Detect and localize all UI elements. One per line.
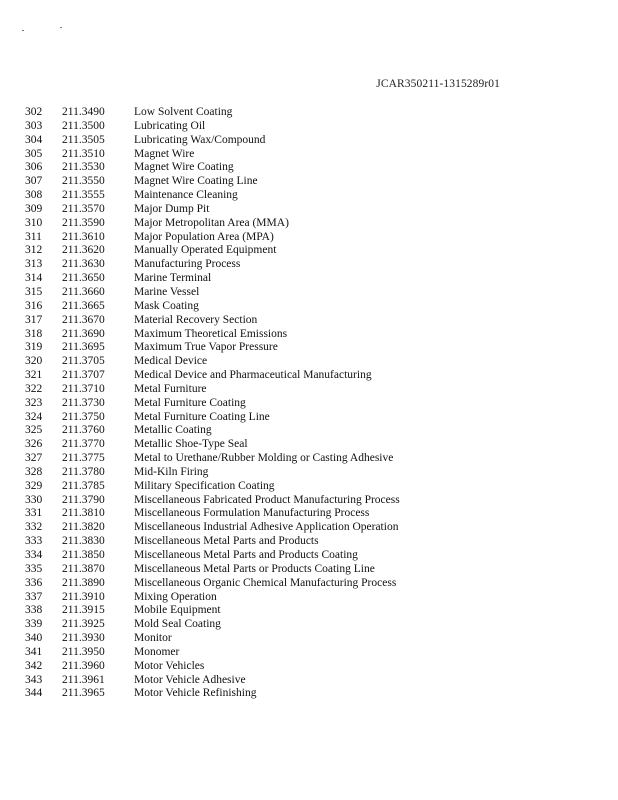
row-number: 321 (25, 369, 43, 382)
row-number: 304 (25, 133, 43, 146)
defined-term: Motor Vehicles (134, 659, 205, 672)
definition-row (0, 300, 618, 314)
definition-row (0, 674, 618, 688)
section-number: 211.3820 (62, 521, 105, 534)
section-number: 211.3505 (62, 133, 105, 146)
definition-row (0, 203, 618, 217)
section-number: 211.3510 (62, 147, 105, 160)
defined-term: Monitor (134, 632, 172, 645)
section-number: 211.3770 (62, 438, 105, 451)
section-number: 211.3555 (62, 189, 105, 202)
defined-term: Mixing Operation (134, 590, 217, 603)
definition-row (0, 231, 618, 245)
definition-row (0, 272, 618, 286)
section-number: 211.3960 (62, 659, 105, 672)
section-number: 211.3695 (62, 341, 105, 354)
row-number: 315 (25, 285, 43, 298)
row-number: 334 (25, 549, 43, 561)
defined-term: Magnet Wire Coating Line (134, 175, 258, 188)
section-number: 211.3780 (62, 465, 105, 478)
definition-row (0, 258, 618, 272)
definition-row (0, 120, 618, 134)
section-number: 211.3690 (62, 327, 105, 340)
row-number: 323 (25, 396, 43, 409)
section-number: 211.3810 (62, 507, 105, 520)
row-number: 341 (25, 645, 43, 658)
row-number: 326 (25, 438, 43, 451)
row-number: 337 (25, 590, 43, 603)
defined-term: Lubricating Oil (134, 119, 206, 132)
section-number: 211.3950 (62, 645, 105, 658)
definition-row (0, 549, 618, 563)
defined-term: Mask Coating (134, 299, 199, 312)
row-number: 344 (25, 687, 43, 700)
row-number: 340 (25, 632, 43, 645)
section-number: 211.3850 (62, 549, 105, 561)
definition-row (0, 535, 618, 549)
section-number: 211.3620 (62, 244, 105, 257)
section-number: 211.3925 (62, 618, 105, 631)
section-number: 211.3490 (62, 106, 105, 118)
section-number: 211.3660 (62, 285, 105, 298)
definition-row (0, 161, 618, 175)
defined-term: Major Metropolitan Area (MMA) (134, 216, 289, 229)
defined-term: Metallic Coating (134, 424, 212, 437)
defined-term: Mobile Equipment (134, 604, 221, 617)
definition-row (0, 466, 618, 480)
section-number: 211.3890 (62, 576, 105, 589)
row-number: 335 (25, 562, 43, 575)
section-number: 211.3707 (62, 369, 105, 382)
row-number: 327 (25, 452, 43, 465)
definition-row (0, 577, 618, 591)
section-number: 211.3760 (62, 424, 105, 437)
row-number: 310 (25, 216, 43, 229)
row-number: 319 (25, 341, 43, 354)
defined-term: Miscellaneous Industrial Adhesive Application Operation (134, 521, 399, 534)
section-number: 211.3500 (62, 119, 105, 132)
row-number: 322 (25, 382, 43, 395)
defined-term: Miscellaneous Fabricated Product Manufacturing Process (134, 493, 400, 506)
section-number: 211.3790 (62, 493, 105, 506)
section-number: 211.3610 (62, 230, 105, 243)
row-number: 328 (25, 465, 43, 478)
row-number: 331 (25, 507, 43, 520)
section-number: 211.3961 (62, 673, 105, 686)
row-number: 313 (25, 258, 43, 271)
defined-term: Miscellaneous Metal Parts and Products (134, 535, 319, 548)
defined-term: Miscellaneous Organic Chemical Manufacturing Process (134, 576, 397, 589)
definition-row (0, 507, 618, 521)
row-number: 320 (25, 355, 43, 368)
definition-row (0, 687, 618, 701)
row-number: 318 (25, 327, 43, 340)
row-number: 312 (25, 244, 43, 257)
defined-term: Metallic Shoe-Type Seal (134, 438, 248, 451)
definition-row (0, 244, 618, 258)
row-number: 302 (25, 106, 43, 118)
definition-row (0, 660, 618, 674)
definition-row (0, 397, 618, 411)
defined-term: Mid-Kiln Firing (134, 465, 209, 478)
definition-row (0, 618, 618, 632)
row-number: 307 (25, 175, 43, 188)
defined-term: Maximum Theoretical Emissions (134, 327, 288, 340)
section-number: 211.3930 (62, 632, 105, 645)
row-number: 336 (25, 576, 43, 589)
section-number: 211.3650 (62, 272, 105, 285)
definition-row (0, 328, 618, 342)
defined-term: Metal to Urethane/Rubber Molding or Casting Adhesive (134, 452, 394, 465)
row-number: 316 (25, 299, 43, 312)
definition-row (0, 424, 618, 438)
defined-term: Marine Terminal (134, 272, 212, 285)
defined-term: Low Solvent Coating (134, 106, 233, 118)
defined-term: Military Specification Coating (134, 479, 275, 492)
defined-term: Medical Device (134, 355, 208, 368)
definition-row (0, 369, 618, 383)
section-number: 211.3910 (62, 590, 105, 603)
scan-specks (22, 24, 72, 34)
section-number: 211.3570 (62, 202, 105, 215)
definition-row (0, 521, 618, 535)
defined-term: Major Dump Pit (134, 202, 210, 215)
defined-term: Monomer (134, 645, 180, 658)
definition-row (0, 480, 618, 494)
defined-term: Metal Furniture Coating Line (134, 410, 270, 423)
defined-term: Magnet Wire (134, 147, 195, 160)
section-number: 211.3775 (62, 452, 105, 465)
defined-term: Marine Vessel (134, 285, 200, 298)
section-number: 211.3550 (62, 175, 105, 188)
row-number: 333 (25, 535, 43, 548)
definition-row (0, 148, 618, 162)
defined-term: Miscellaneous Metal Parts and Products Coating (134, 549, 358, 561)
defined-term: Mold Seal Coating (134, 618, 221, 631)
row-number: 339 (25, 618, 43, 631)
defined-term: Manually Operated Equipment (134, 244, 277, 257)
scan-speck (60, 27, 62, 28)
scan-speck (22, 30, 24, 31)
defined-term: Material Recovery Section (134, 313, 258, 326)
definition-row (0, 286, 618, 300)
row-number: 342 (25, 659, 43, 672)
defined-term: Manufacturing Process (134, 258, 241, 271)
defined-term: Metal Furniture Coating (134, 396, 246, 409)
definition-row (0, 217, 618, 231)
definition-row (0, 189, 618, 203)
section-number: 211.3590 (62, 216, 105, 229)
definition-row (0, 646, 618, 660)
defined-term: Miscellaneous Formulation Manufacturing Process (134, 507, 370, 520)
definition-row (0, 632, 618, 646)
document-id: JCAR350211-1315289r01 (376, 78, 500, 90)
section-number: 211.3710 (62, 382, 105, 395)
section-number: 211.3965 (62, 687, 105, 700)
section-number: 211.3630 (62, 258, 105, 271)
definition-row (0, 494, 618, 508)
defined-term: Medical Device and Pharmaceutical Manufacturing (134, 369, 372, 382)
row-number: 308 (25, 189, 43, 202)
defined-term: Metal Furniture (134, 382, 207, 395)
defined-term: Lubricating Wax/Compound (134, 133, 266, 146)
definition-row (0, 452, 618, 466)
row-number: 332 (25, 521, 43, 534)
defined-term: Maximum True Vapor Pressure (134, 341, 278, 354)
row-number: 325 (25, 424, 43, 437)
definition-row (0, 134, 618, 148)
defined-term: Motor Vehicle Adhesive (134, 673, 246, 686)
definition-row (0, 106, 618, 120)
row-number: 309 (25, 202, 43, 215)
row-number: 317 (25, 313, 43, 326)
row-number: 305 (25, 147, 43, 160)
section-number: 211.3530 (62, 161, 105, 174)
definition-row (0, 591, 618, 605)
definition-row (0, 175, 618, 189)
section-number: 211.3665 (62, 299, 105, 312)
definition-row (0, 341, 618, 355)
section-number: 211.3705 (62, 355, 105, 368)
definition-row (0, 563, 618, 577)
row-number: 306 (25, 161, 43, 174)
defined-term: Magnet Wire Coating (134, 161, 234, 174)
defined-term: Miscellaneous Metal Parts or Products Coating Line (134, 562, 375, 575)
row-number: 329 (25, 479, 43, 492)
definition-row (0, 314, 618, 328)
row-number: 314 (25, 272, 43, 285)
section-number: 211.3750 (62, 410, 105, 423)
section-number: 211.3730 (62, 396, 105, 409)
definition-row (0, 604, 618, 618)
section-number: 211.3870 (62, 562, 105, 575)
section-number: 211.3670 (62, 313, 105, 326)
definition-row (0, 438, 618, 452)
definition-row (0, 411, 618, 425)
row-number: 324 (25, 410, 43, 423)
section-number: 211.3830 (62, 535, 105, 548)
defined-term: Major Population Area (MPA) (134, 230, 274, 243)
row-number: 330 (25, 493, 43, 506)
section-number: 211.3785 (62, 479, 105, 492)
defined-term: Maintenance Cleaning (134, 189, 238, 202)
definitions-list (0, 106, 618, 701)
section-number: 211.3915 (62, 604, 105, 617)
row-number: 343 (25, 673, 43, 686)
defined-term: Motor Vehicle Refinishing (134, 687, 257, 700)
definition-row (0, 355, 618, 369)
row-number: 338 (25, 604, 43, 617)
row-number: 303 (25, 119, 43, 132)
definition-row (0, 383, 618, 397)
row-number: 311 (25, 230, 42, 243)
